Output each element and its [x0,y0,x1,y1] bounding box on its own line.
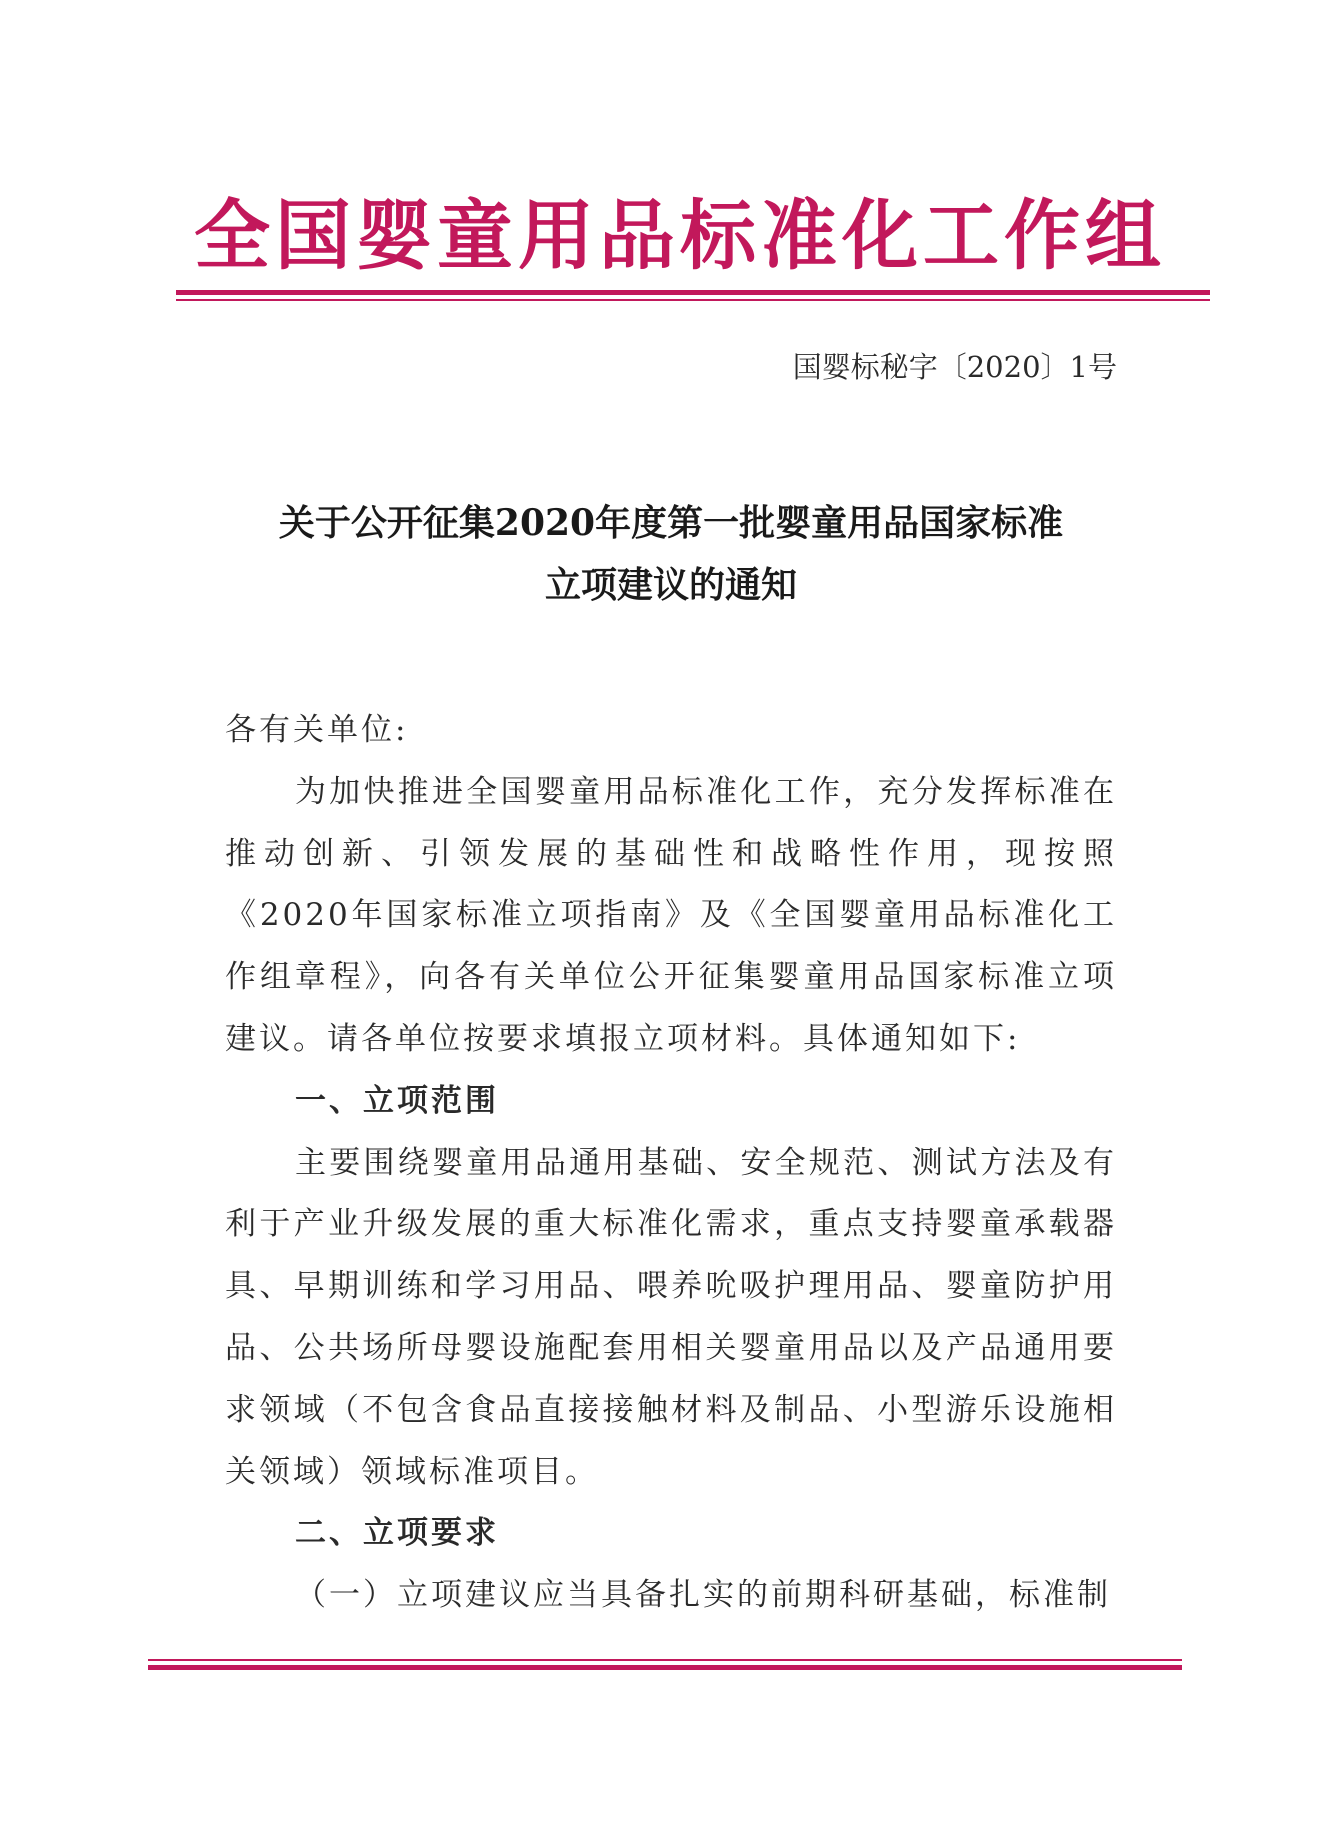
section-1-paragraph: 主要围绕婴童用品通用基础、安全规范、测试方法及有利于产业升级发展的重大标准化需求，重点支持婴童承载器具、早期训练和学习用品、喂养吮吸护理用品、婴童防护用品、公共场所母婴设施配套用相关婴童用品以及产品通用要求领域（不包含食品直接接触材料及制品、小型游乐设施相关领域）领域标准项目。 [225,1144,1117,1490]
footer-thin-line [148,1659,1182,1661]
footer-divider [148,1659,1182,1670]
notice-title [0,492,1342,616]
footer-thick-line [148,1665,1182,1670]
letterhead-org-name: 全国婴童用品标准化工作组 [194,191,1166,280]
document-number: 国婴标秘字〔2020〕1号 [792,350,1117,384]
notice-title-line-1: 关于公开征集2020年度第一批婴童用品国家标准 [278,502,1064,544]
divider-thick-line [176,290,1210,295]
salutation: 各有关单位: [225,712,409,748]
divider-thin-line [176,299,1210,301]
section-2-heading: 二、立项要求 [295,1515,499,1552]
notice-title-line-2: 立项建议的通知 [544,564,797,606]
intro-paragraph: 为加快推进全国婴童用品标准化工作，充分发挥标准在推动创新、引领发展的基础性和战略性作用，现按照《2020年国家标准立项指南》及《全国婴童用品标准化工作组章程》，向各有关单位公开征集婴童用品国家标准立项建议。请各单位按要求填报立项材料。具体通知如下: [225,773,1117,1057]
section-2-item-1: （一）立项建议应当具备扎实的前期科研基础，标准制 [295,1577,1111,1614]
section-1-heading: 一、立项范围 [295,1082,499,1119]
notice-body [225,700,1117,1627]
